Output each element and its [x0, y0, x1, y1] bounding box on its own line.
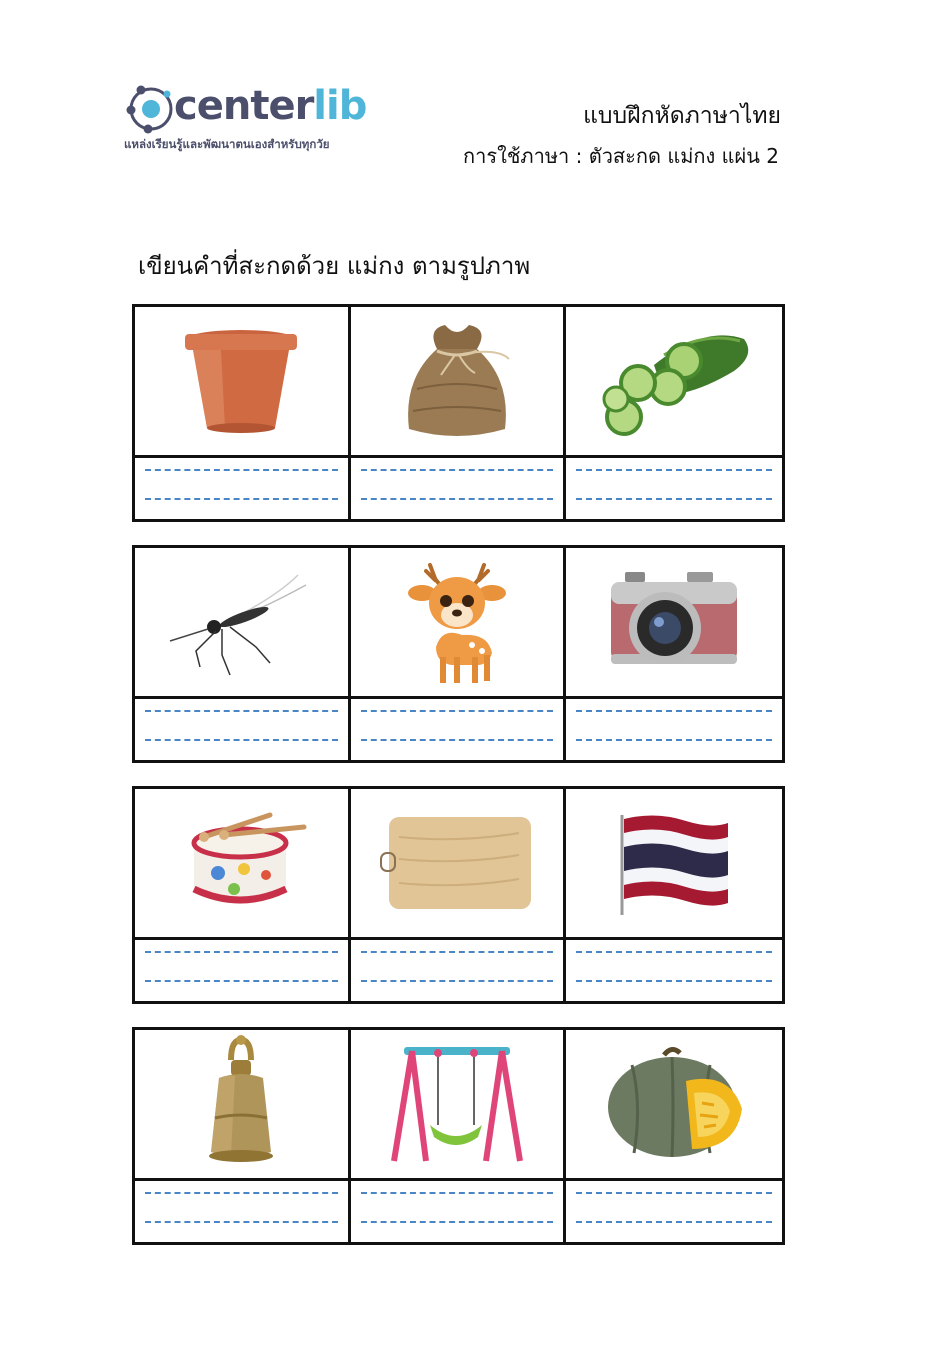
writing-line	[576, 739, 772, 741]
writing-line	[361, 469, 554, 471]
writing-area[interactable]	[135, 699, 351, 760]
writing-area[interactable]	[351, 940, 567, 1001]
writing-line	[145, 1221, 338, 1223]
writing-line	[361, 980, 554, 982]
picture-cell	[135, 548, 351, 699]
picture-cell	[351, 548, 567, 699]
writing-line	[576, 951, 772, 953]
thai-flag-icon	[616, 809, 732, 917]
writing-line	[361, 710, 554, 712]
writing-line	[576, 498, 772, 500]
swing-icon	[390, 1041, 524, 1167]
writing-line	[361, 498, 554, 500]
writing-line	[576, 710, 772, 712]
writing-line	[361, 1192, 554, 1194]
exercise-row-4	[132, 1027, 785, 1245]
pumpkin-icon	[602, 1045, 746, 1163]
writing-area[interactable]	[566, 699, 782, 760]
brand-name-center: center	[174, 83, 314, 129]
writing-line	[361, 1221, 554, 1223]
camera-icon	[607, 570, 741, 674]
burlap-sack-icon	[397, 319, 517, 443]
exercise-row-1	[132, 304, 785, 522]
writing-area[interactable]	[566, 1181, 782, 1242]
writing-line	[576, 469, 772, 471]
writing-area[interactable]	[135, 940, 351, 1001]
writing-line	[145, 498, 338, 500]
picture-cell	[135, 789, 351, 940]
exercise-row-3	[132, 786, 785, 1004]
picture-cell	[566, 1030, 782, 1181]
picture-cell	[566, 789, 782, 940]
brand-name	[174, 82, 366, 130]
centerlib-logo-icon	[124, 82, 178, 136]
writing-line	[576, 1192, 772, 1194]
writing-area[interactable]	[351, 1181, 567, 1242]
writing-line	[145, 1192, 338, 1194]
page-subtitle: การใช้ภาษา : ตัวสะกด แม่กง แผ่น 2	[463, 144, 779, 168]
brand-tagline: แหล่งเรียนรู้และพัฒนาตนเองสำหรับทุกวัย	[124, 137, 330, 151]
deer-icon	[392, 557, 522, 687]
page-title: แบบฝึกหัดภาษาไทย	[583, 103, 781, 129]
brand-name-lib: lib	[313, 83, 367, 129]
writing-area[interactable]	[135, 458, 351, 519]
instruction-text: เขียนคำที่สะกดด้วย แม่กง ตามรูปภาพ	[138, 252, 531, 280]
writing-area[interactable]	[566, 940, 782, 1001]
writing-line	[576, 980, 772, 982]
picture-cell	[566, 548, 782, 699]
writing-line	[361, 951, 554, 953]
writing-line	[145, 710, 338, 712]
cucumber-icon	[594, 325, 754, 437]
bell-icon	[201, 1034, 281, 1174]
writing-area[interactable]	[566, 458, 782, 519]
mosquito-icon	[166, 567, 316, 677]
writing-area[interactable]	[351, 458, 567, 519]
picture-cell	[351, 1030, 567, 1181]
writing-line	[145, 951, 338, 953]
writing-line	[145, 980, 338, 982]
picture-cell	[351, 789, 567, 940]
writing-line	[145, 469, 338, 471]
writing-area[interactable]	[135, 1181, 351, 1242]
writing-line	[361, 739, 554, 741]
logo	[124, 80, 384, 160]
writing-area[interactable]	[351, 699, 567, 760]
drum-icon	[174, 811, 308, 915]
flower-pot-icon	[181, 326, 301, 436]
picture-cell	[566, 307, 782, 458]
picture-cell	[135, 307, 351, 458]
picture-cell	[135, 1030, 351, 1181]
writing-line	[145, 739, 338, 741]
picture-cell	[351, 307, 567, 458]
writing-line	[576, 1221, 772, 1223]
exercise-row-2	[132, 545, 785, 763]
cutting-board-icon	[379, 813, 535, 913]
